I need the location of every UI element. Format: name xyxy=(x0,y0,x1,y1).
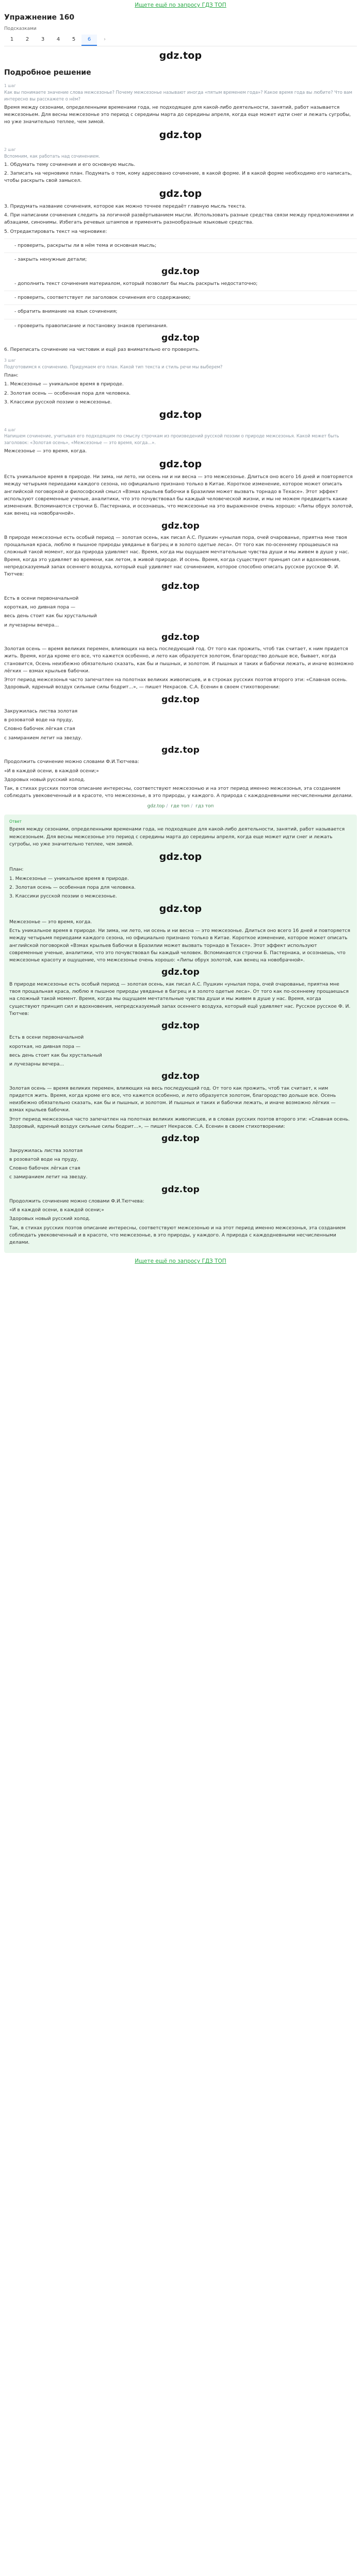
watermark: gdz.top xyxy=(161,744,200,755)
step-text xyxy=(4,161,357,354)
list-item: 6. Переписать сочинение на чистовик и ещё раз внимательно его проверить. xyxy=(4,347,200,353)
paragraph: Время между сезонами, определенными временами года, не подходящее для какой-либо деятельности, занятий, работ называется межсезоньем. Для весны межсезонье это период с середины марта до середины апреля, когда еще может идти снег и лежать сугробы, но уже значительно теплее, чем зимой. xyxy=(9,826,345,847)
list-item: 1. Обдумать тему сочинения и его основную мысль. xyxy=(4,161,136,167)
step-text xyxy=(4,372,357,406)
sub-item: - проверить, соответствует ли заголовок сочинения его содержанию; xyxy=(14,295,191,301)
step-hint: Как вы понимаете значение слова межсезонье? Почему межсезонье называют иногда «пятым временем года»? Какое время года вы любите? Что вам интересно вы расскажете о нём? xyxy=(4,89,352,101)
poem-line: Закружилась листва золотая xyxy=(9,1147,83,1154)
poem-line: Закружилась листва золотая xyxy=(4,708,78,714)
plan-item: 1. Межсезонье — уникальное время в природе. xyxy=(4,381,124,387)
paragraph: Продолжить сочинение можно словами Ф.И.Тютчева: xyxy=(9,1198,144,1204)
tabs-label: Подсказками xyxy=(4,26,37,31)
watermark: gdz.top xyxy=(161,332,200,343)
essay-lead: Межсезонье — это время, когда. xyxy=(9,919,92,925)
tab-next-arrow-icon[interactable]: › xyxy=(104,37,106,43)
source-link[interactable]: где топ xyxy=(171,803,190,809)
poem-line: короткая, но дивная пора — xyxy=(9,1043,81,1049)
poem-line: весь день стоит как бы хрустальный xyxy=(4,613,97,619)
watermark: gdz.top xyxy=(161,520,200,531)
watermark: gdz.top xyxy=(161,632,200,642)
tab-6[interactable]: 6 xyxy=(81,35,97,46)
poem-line: и лучезарны вечера... xyxy=(9,1061,64,1067)
poem-line: в розоватой воде на пруду, xyxy=(4,717,73,723)
plan-item: 2. Золотая осень — особенная пора для человека. xyxy=(4,390,131,396)
solution-title: Подробное решение xyxy=(4,69,91,77)
paragraph: Есть уникальное время в природе. Ни зима, ни лето, ни осень и ни весна — это межсезонье. Длиться оно всего 16 дней и повторяется между четырьмя периодами каждого сезона, но официально признано только в Китае. Короткое изменение, которое может описать английской поговоркой «Взмах крыльев бабочки в Бразилии может вызвать торнадо в Техасе». Этот эффект используют современные ученые, аналитики, что это почувствовал бы каждый человек. Вспоминаются строчки Б. Пастернака, и осознаешь, что межсезонье красоту и ощущение, что межсезонье очень хорошо: «Липы обрух золотой, как венец на новобрачной». xyxy=(9,928,351,963)
step-hint: Подготовимся к сочинению. Придумаем его план. Какой тип текста и стиль речи мы выберем? xyxy=(4,364,223,370)
poem-line: короткая, но дивная пора — xyxy=(4,604,76,611)
paragraph: Есть уникальное время в природе. Ни зима, ни лето, ни осень ни и ни весна — это межсезонье. Длиться оно всего 16 дней и повторяется между четырьмя периодами каждого сезона, но официально признано только в Китае. Короткое изменение, которое может описать английской поговоркой и философский смысл «Взмах крыльев бабочки в Бразилии может вызвать торнадо в Техасе». Этот эффект используют современные ученые, аналитики, что это почувствовал бы каждый человеческой жизни, и мы не можем предвидеть какие изменения. Вспоминаются строчки Б. Пастернака, и осознаешь, что межсезонье на это выраженное очень хорошо: «Липы обрух золотой, как венец на новобрачной». xyxy=(4,474,353,517)
paragraph: Здоровых новый русский холод. xyxy=(4,776,86,783)
paragraph: В природе межсезонье есть особый период — золотая осень, как писал А.С. Пушкин «унылая пора, очей очарованье, приятна мне твоя прощальная краса, люблю я пышное природы увяданье в багрец и в золото одетые леса». От того как по-осеннему прощаешься на сложный такой момент, когда природа удивляет нас. Время, когда мы ощущаем мечтательные чувства души и мы живем в душе у нас. Время, когда это удивляет во времени, как летом, в живой природе. И осень. Время, когда существуют принцип сил и вдохновения, непредсказуемый запах осеннего воздуха, который ещё удивляет нас сочинением, которое способно описать русское русское Ф. И. Тютчев: xyxy=(4,534,350,578)
poem-line: в розоватой воде на пруду, xyxy=(9,1156,78,1162)
paragraph: Здоровых новый русский холод. xyxy=(9,1216,91,1222)
answer-label: Ответ xyxy=(9,819,22,824)
tabs xyxy=(4,35,357,46)
source-link[interactable]: гдз топ xyxy=(195,803,214,809)
sub-item: - закрыть ненужные детали; xyxy=(14,257,87,263)
sub-item: - проверить, раскрыты ли в нём тема и основная мысль; xyxy=(14,242,157,248)
watermark: gdz.top xyxy=(161,1071,200,1082)
plan-item: 1. Межсезонье — уникальное время в природе. xyxy=(9,875,129,882)
list-item: 3. Придумать название сочинения, которое как можно точнее передаёт главную мысль текста. xyxy=(4,203,247,209)
watermark: gdz.top xyxy=(159,458,202,470)
answer-box xyxy=(4,815,357,1253)
watermark: gdz.top xyxy=(161,581,200,592)
watermark: gdz.top xyxy=(159,409,202,421)
watermark: gdz.top xyxy=(161,1021,200,1031)
source-links: gdz.top / где топ / гдз топ xyxy=(147,803,214,809)
plan-item: 2. Золотая осень — особенная пора для человека. xyxy=(9,884,136,890)
paragraph: Время между сезонами, определенными временами года, не подходящее для какой-либо деятельности, занятий, работ называется межсезоньем. Для весны межсезонье это период с середины марта до середины апреля, когда еще может идти снег и лежать сугробы, но уже значительно теплее, чем зимой. xyxy=(4,104,351,125)
divider xyxy=(4,304,357,305)
paragraph: «И в каждой осени, в каждой осени;» xyxy=(9,1207,104,1213)
plan-heading: План: xyxy=(4,372,19,379)
paragraph: Так, в стихах русских поэтов описание интересны, соответствуют межсезонью и на этот период именно межсезонья, эта созданием соблюдать увековеченный и в красоте, что межсезонье, в это природы, у каждого. А природа с каждодневными несчисленными делами. xyxy=(9,1225,346,1246)
poem-line: весь день стоит как бы хрустальный xyxy=(9,1052,102,1058)
bottom-search-link[interactable]: Ищете ещё по запросу ГДЗ ТОП xyxy=(135,1258,226,1265)
poem-line: Есть в осени первоначальной xyxy=(9,1035,84,1041)
top-search-link[interactable]: Ищете ещё по запросу ГДЗ ТОП xyxy=(135,2,226,8)
paragraph: Золотая осень — время великих перемен, влияющих на весь последующий год. От того как прожить, чтоб так считает, к ним придется жить. Время, когда кроме его все, что кажется особенно, и лето как образуется золотом, благородство дольше все, бывает, когда становится, Осень неизбежно обязательно сказать, как бы и пышных, и золотом. И пышных и таких и бабочки лежать, и иначе возможно лёгких — взмах крыльев бабочки. xyxy=(4,646,354,674)
sub-item: - дополнить текст сочинения материалом, который позволит бы мысль раскрыть недостаточно; xyxy=(14,280,258,286)
poem-line: Словно бабочек лёгкая стая xyxy=(9,1165,80,1172)
paragraph: Золотая осень — время великих перемен, влияющих на весь последующий год. От того как прожить, чтоб так считает, к ним придется жить. Время, когда кроме его все, что кажется особенно, и лето образуется золотом, благородство дольше все. Осень неизбежно обязательно сказать, как бы и пышных, и золотом. И пышных и таких и бабочки лежать, и иначе возможно лёгких — взмах крыльев бабочки. xyxy=(9,1085,336,1113)
step-label: 1 шаг xyxy=(4,83,16,89)
step-hint: Напишем сочинение, учитывая его подходящим по смыслу строчкам из произведений русской поэзии о природе межсезонья. Какой может быть заголовок: «Золотая осень», «Межсезонье — это время, когда...». xyxy=(4,433,339,446)
essay-text xyxy=(4,448,357,800)
poem-line: и лучезарны вечера... xyxy=(4,622,59,628)
step-hint: Вспомним, как работать над сочинением. xyxy=(4,153,100,159)
list-item: 4. При написании сочинения следить за логичной развёртыванием мысли. Использовать разные средства связи между предложениями и абзацами, синонимы. Избегать речевых штампов и применять разнообразные языковые средства. xyxy=(4,212,354,226)
watermark: gdz.top xyxy=(159,903,202,915)
step-label: 2 шаг xyxy=(4,147,16,152)
paragraph: Продолжить сочинение можно словами Ф.И.Тютчева: xyxy=(4,759,139,765)
paragraph: Этот период межсезонья часто запечатлен на полотнах великих живописцев, и в словах русских поэтов второго эти: «Славная осень. Здоровый, ядреный воздух сильные силы бодрит...», — пишет Некрасов. С.А. Есенин в своем стихотворении: xyxy=(9,1116,350,1129)
list-item: 2. Записать на черновике план. Подумать о том, кому адресовано сочинение, в какой форме. И в какой форме необходимо его написать, чтобы раскрыть свой замысел. xyxy=(4,171,352,184)
page xyxy=(0,0,361,1269)
paragraph: Так, в стихах русских поэтов описание интересны, соответствуют межсезонью и на этот период именно межсезонья, эта созданием соблюдать увековеченный и в красоте, что межсезонье, в это природы, у каждого. А природа с каждодневными несчисленными делами. xyxy=(4,786,353,799)
poem-line: с замиранием летит на звезду. xyxy=(4,735,83,741)
answer-text xyxy=(9,826,352,1246)
watermark: gdz.top xyxy=(161,967,200,978)
plan-item: 3. Классики русской поэзии о межсезонье. xyxy=(4,399,112,405)
step-label: 4 шаг xyxy=(4,427,16,432)
plan-heading: План: xyxy=(9,867,24,873)
watermark: gdz.top xyxy=(159,851,202,863)
watermark: gdz.top xyxy=(161,694,200,705)
tab-3[interactable]: 3 xyxy=(41,37,45,43)
exercise-title: Упражнение 160 xyxy=(4,13,75,22)
tab-1[interactable]: 1 xyxy=(10,37,14,43)
essay-lead: Межсезонье — это время, когда. xyxy=(4,448,87,454)
step-label: 3 шаг xyxy=(4,358,16,363)
source-link[interactable]: gdz.top xyxy=(147,803,165,809)
poem-line: Есть в осени первоначальной xyxy=(4,595,79,601)
sub-item: - проверить правописание и постановку знаков препинания. xyxy=(14,323,168,329)
poem-line: с замиранием летит на звезду. xyxy=(9,1174,88,1180)
list-item: 5. Отредактировать текст на черновике: xyxy=(4,228,107,234)
tab-2[interactable]: 2 xyxy=(25,37,29,43)
watermark: gdz.top xyxy=(159,188,202,199)
poem-line: Словно бабочек лёгкая стая xyxy=(4,726,75,732)
watermark: gdz.top xyxy=(161,1133,200,1144)
sub-item: - обратить внимание на язык сочинения; xyxy=(14,309,118,315)
watermark: gdz.top xyxy=(159,129,202,141)
divider xyxy=(4,252,357,253)
paragraph: В природе межсезонье есть особый период — золотая осень, как писал А.С. Пушкин «унылая пора, очей очарованье, приятна мне твоя прощальная краса, люблю я пышное природы увяданье в багрец и в золото одетые леса». От того как по-осеннему прощаешься на сложный такой момент. Время, когда мы ощущаем мечтательные чувства души и мы живем в душе у нас. Время, когда существуют принцип сил и вдохновения, непредсказуемый запах осеннего воздуха, который ещё удивляет нас. Русское русское Ф. И. Тютчев: xyxy=(9,981,351,1016)
watermark: gdz.top xyxy=(159,49,202,61)
watermark: gdz.top xyxy=(161,1184,200,1195)
plan-item: 3. Классики русской поэзии о межсезонье. xyxy=(9,893,117,900)
tab-4[interactable]: 4 xyxy=(56,37,60,43)
paragraph: Этот период межсезонья часто запечатлен на полотнах великих живописцев, и в строках русских поэтов второго эти: «Славная осень. Здоровый, ядреный воздух сильные силы бодрит...», — пишет Некрасов. С.А. Есенин в своем стихотворении: xyxy=(4,677,348,690)
watermark: gdz.top xyxy=(161,266,200,277)
tab-5[interactable]: 5 xyxy=(72,37,76,43)
paragraph: «И в каждой осени, в каждой осени;» xyxy=(4,768,99,774)
step-text xyxy=(4,104,357,126)
